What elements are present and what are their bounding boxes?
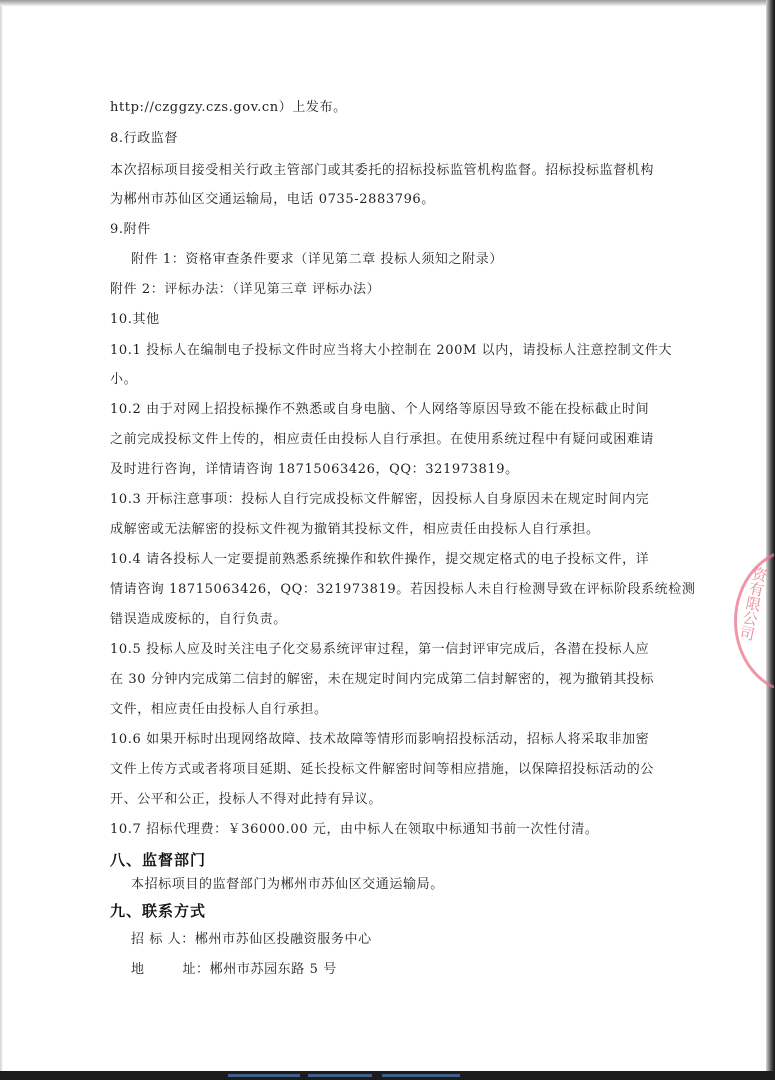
text-line: http://czggzy.czs.gov.cn）上发布。 (110, 100, 347, 115)
text-line: 10.2 由于对网上招投标操作不熟悉或自身电脑、个人网络等原因导致不能在投标截止时间 (110, 402, 650, 417)
text-line: 10.5 投标人应及时关注电子化交易系统评审过程，第一信封评审完成后，各潜在投标人应 (110, 642, 650, 657)
section-heading-contact: 九、联系方式 (110, 902, 207, 920)
tenderer-label: 招 标 人： (131, 932, 195, 947)
supervision-text: 本招标项目的监督部门为郴州市苏仙区交通运输局。 (131, 877, 444, 892)
address-label: 地 址： (131, 962, 210, 977)
address-value: 郴州市苏园东路 5 号 (209, 962, 337, 977)
text-line: 在 30 分钟内完成第二信封的解密，未在规定时间内完成第二信封解密的，视为撤销其投标 (110, 672, 655, 687)
text-line: 10.1 投标人在编制电子投标文件时应当将大小控制在 200M 以内，请投标人注意控制文件大 (110, 343, 673, 358)
company-seal-stamp (734, 548, 774, 688)
text-line: 为郴州市苏仙区交通运输局，电话 0735-2883796。 (110, 192, 435, 207)
text-line: 之前完成投标文件上传的，相应责任由投标人自行承担。在使用系统过程中有疑问或困难请 (110, 432, 655, 447)
scan-edge-top (0, 0, 775, 6)
text-line: 10.4 请各投标人一定要提前熟悉系统操作和软件操作，提交规定格式的电子投标文件，详 (110, 552, 650, 567)
text-line: 文件上传方式或者将项目延期、延长投标文件解密时间等相应措施，以保障招投标活动的公 (110, 762, 655, 777)
text-line: 8.行政监督 (110, 131, 179, 146)
text-line: 本次招标项目接受相关行政主管部门或其委托的招标投标监管机构监督。招标投标监督机构 (110, 163, 655, 178)
text-line: 及时进行咨询，详情请咨询 18715063426，QQ：321973819。 (110, 462, 519, 477)
text-line: 文件，相应责任由投标人自行承担。 (110, 702, 328, 717)
scan-edge-left (0, 0, 3, 1080)
text-line: 情请咨询 18715063426，QQ：321973819。若因投标人未自行检测导致在评标阶段系统检测 (110, 582, 696, 597)
text-line: 10.6 如果开标时出现网络故障、技术故障等情形而影响招投标活动，招标人将采取非加密 (110, 732, 650, 747)
text-line: 错误造成废标的，自行负责。 (110, 612, 287, 627)
tenderer-value: 郴州市苏仙区投融资服务中心 (194, 932, 372, 947)
tenderer-row (131, 930, 679, 950)
text-line: 10.7 招标代理费：￥36000.00 元，由中标人在领取中标通知书前一次性付清。 (110, 822, 599, 837)
viewer-bar-segment (308, 1074, 372, 1077)
seal-text: 资有限公司 (736, 564, 770, 643)
scan-edge-bottom (0, 1071, 775, 1080)
section-heading-supervision: 八、监督部门 (110, 851, 207, 869)
address-row (131, 960, 679, 980)
scan-edge-right (766, 0, 775, 1080)
text-line: 附件 1：资格审查条件要求（详见第二章 投标人须知之附录） (131, 252, 503, 267)
viewer-bar-segment (382, 1074, 460, 1077)
text-line: 9.附件 (110, 222, 151, 237)
text-line: 10.其他 (110, 312, 160, 327)
text-line: 成解密或无法解密的投标文件视为撤销其投标文件，相应责任由投标人自行承担。 (110, 522, 600, 537)
text-line: 小。 (110, 372, 138, 387)
text-line: 附件 2：评标办法：（详见第三章 评标办法） (110, 282, 381, 297)
viewer-bar-segment (228, 1074, 300, 1077)
text-line: 10.3 开标注意事项：投标人自行完成投标文件解密，因投标人自身原因未在规定时间内完 (110, 492, 650, 507)
text-line: 开、公平和公正，投标人不得对此持有异议。 (110, 792, 383, 807)
